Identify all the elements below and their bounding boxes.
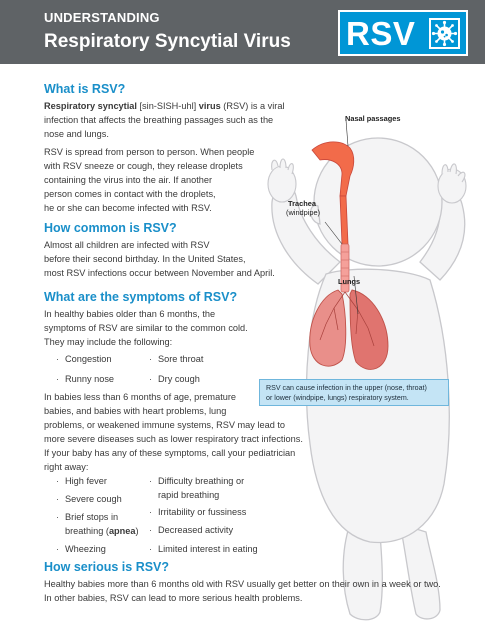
how-common-line: Almost all children are infected with RSV xyxy=(44,240,210,250)
spread-paragraph xyxy=(44,145,254,215)
how-serious-line: Healthy babies more than 6 months old with RSV usually get better on their own in a week or two. xyxy=(44,579,441,589)
virus-icon xyxy=(429,18,460,49)
severe-line: babies, and babies with heart problems, lung xyxy=(44,406,227,416)
label-windpipe: (windpipe) xyxy=(286,208,321,217)
what-intro-paragraph xyxy=(44,99,285,141)
severe-line: more severe diseases such as lower respiratory tract infections. xyxy=(44,434,303,444)
severe-symptom-item: · High fever xyxy=(65,474,107,488)
spread-line: RSV is spread from person to person. When people xyxy=(44,147,255,157)
callout-line: or lower (windpipe, lungs) respiratory system. xyxy=(266,394,409,402)
spread-line: he or she can become infected with RSV. xyxy=(44,203,212,213)
label-lungs: Lungs xyxy=(338,277,361,286)
header-title: Respiratory Syncytial Virus xyxy=(44,31,291,52)
severe-symptom-continuation xyxy=(65,524,139,538)
symptoms-intro-line: symptoms of RSV are similar to the common cold. xyxy=(44,323,248,333)
how-common-line: most RSV infections occur between November and April. xyxy=(44,268,275,278)
severe-symptom-continuation: rapid breathing xyxy=(158,490,220,500)
what-intro-line xyxy=(44,99,285,113)
close-paren: ) xyxy=(135,526,139,536)
heading-symptoms: What are the symptoms of RSV? xyxy=(44,290,238,304)
how-common-line: before their second birthday. In the United States, xyxy=(44,254,246,264)
severe-line: In babies less than 6 months of age, premature xyxy=(44,392,237,402)
heading-what-is-rsv: What is RSV? xyxy=(44,82,126,96)
baby-respiratory-illustration xyxy=(230,84,480,624)
severe-symptom-item: · Brief stops in xyxy=(65,510,118,524)
severe-symptom-item: · Limited interest in eating xyxy=(158,542,258,556)
symptom-item: · Sore throat xyxy=(158,352,203,366)
symptom-item: · Runny nose xyxy=(65,372,114,386)
spread-line: containing the virus into the air. If another xyxy=(44,175,213,185)
spread-line: with RSV sneeze or cough, they release droplets xyxy=(44,161,243,171)
severe-symptom-item: · Irritability or fussiness xyxy=(158,505,246,519)
header-kicker: UNDERSTANDING xyxy=(44,10,160,25)
severe-paragraph xyxy=(44,390,303,474)
callout-line: RSV can cause infection in the upper (nose, throat) xyxy=(266,384,427,392)
severe-symptom-item: · Decreased activity xyxy=(158,523,233,537)
severe-line: If your baby has any of these symptoms, call your pediatrician xyxy=(44,448,296,458)
severe-symptom-item: · Difficulty breathing or xyxy=(158,474,244,488)
heading-how-common: How common is RSV? xyxy=(44,221,177,235)
spread-line: person comes in contact with the droplets, xyxy=(44,189,216,199)
pronunciation: [sin-SISH-uhl] xyxy=(136,101,199,111)
what-intro-line: nose and lungs. xyxy=(44,129,109,139)
label-trachea: Trachea xyxy=(288,199,316,208)
label-nasal-passages: Nasal passages xyxy=(345,114,401,123)
term-respiratory-syncytial: Respiratory syncytial xyxy=(44,101,137,111)
severe-line: right away: xyxy=(44,462,89,472)
severe-line: problems, or weakened immune systems, RSV may lead to xyxy=(44,420,286,430)
how-serious-paragraph xyxy=(44,577,441,605)
symptoms-intro-paragraph xyxy=(44,307,248,349)
what-intro-line: infection that affects the breathing passages such as the xyxy=(44,115,274,125)
how-serious-line: In other babies, RSV can lead to more serious health problems. xyxy=(44,593,303,603)
how-common-paragraph xyxy=(44,238,275,280)
intro-rest: (RSV) is a viral xyxy=(220,101,285,111)
term-apnea: apnea xyxy=(108,526,136,536)
heading-how-serious: How serious is RSV? xyxy=(44,560,170,574)
symptom-item: · Congestion xyxy=(65,352,111,366)
severe-symptom-item: · Severe cough xyxy=(65,492,122,506)
header-banner xyxy=(0,0,485,64)
severe-symptom-item: · Wheezing xyxy=(65,542,106,556)
rsv-logo-text: RSV xyxy=(346,15,416,52)
symptoms-intro-line: In healthy babies older than 6 months, the xyxy=(44,309,216,319)
symptom-item: · Dry cough xyxy=(158,372,200,386)
symptoms-intro-line: They may include the following: xyxy=(44,337,173,347)
breathing-text: breathing ( xyxy=(65,526,109,536)
term-virus: virus xyxy=(198,101,221,111)
rsv-logo xyxy=(338,10,468,56)
